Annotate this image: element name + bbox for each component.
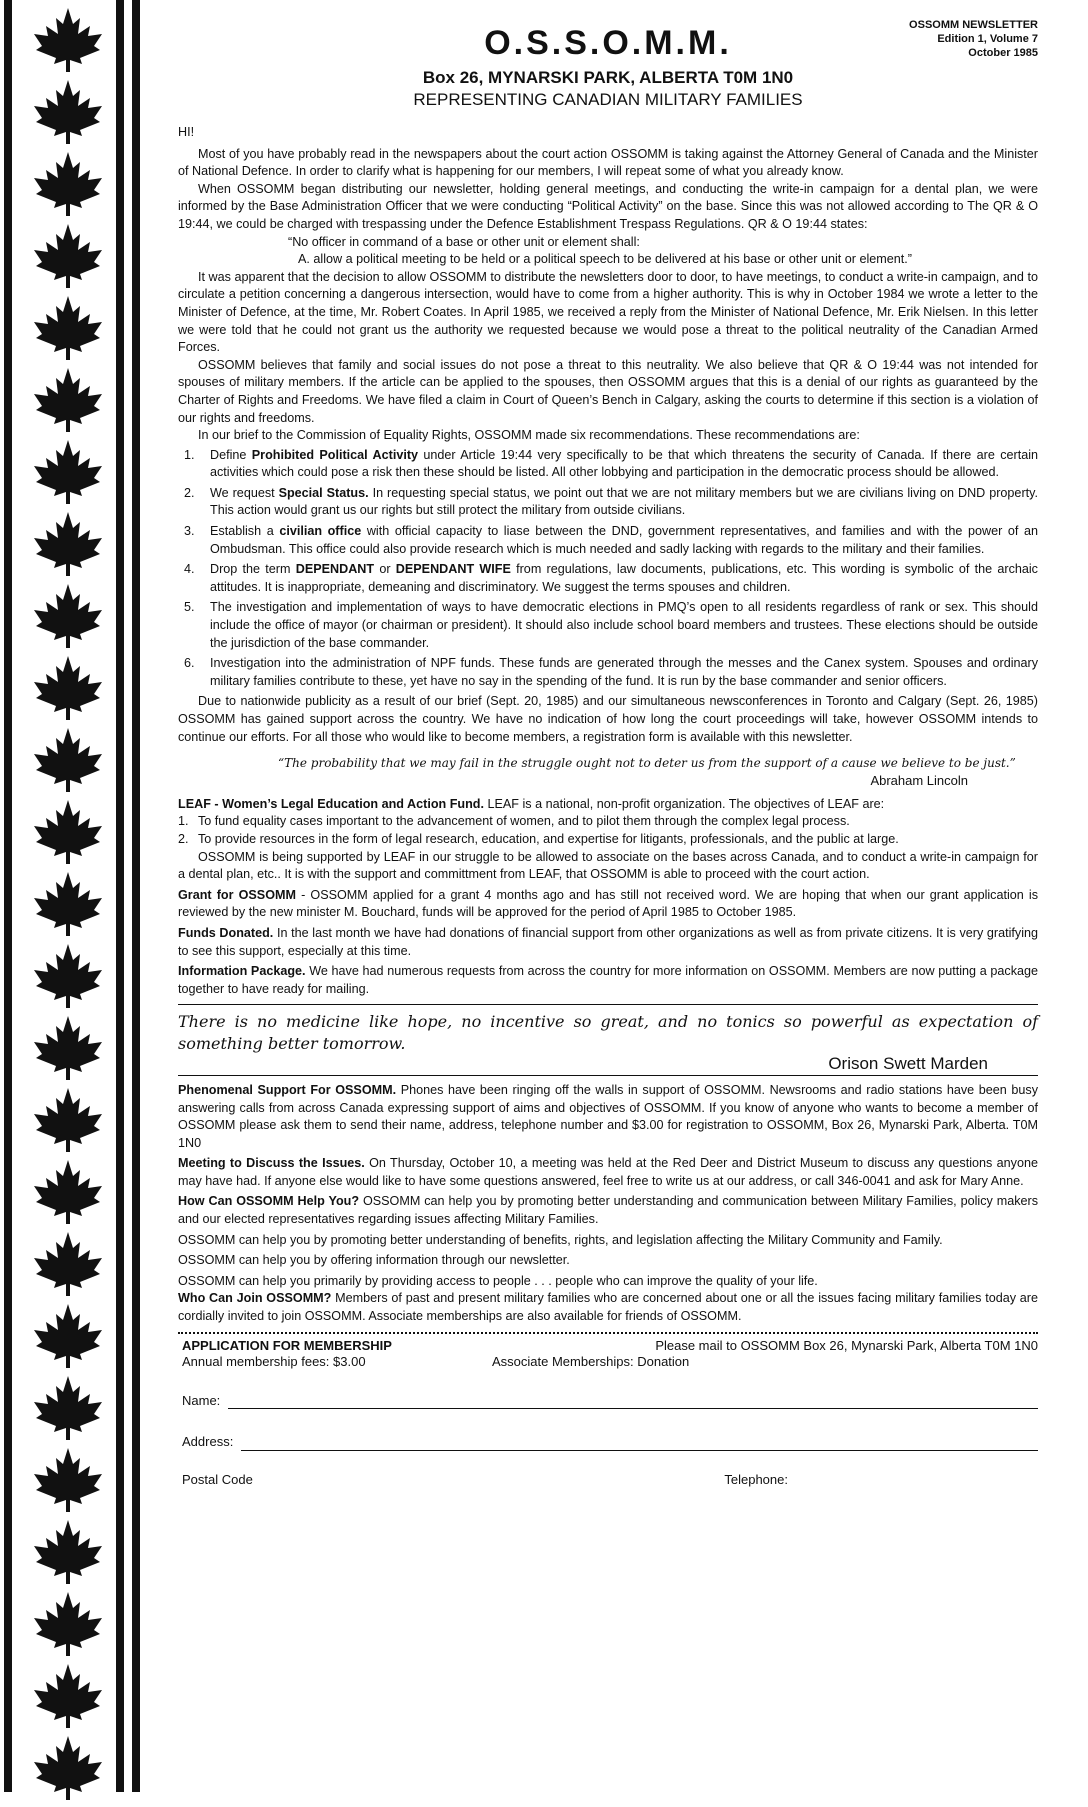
maple-leaf-border xyxy=(0,0,160,1792)
maple-leaf-icon xyxy=(28,582,108,650)
maple-leaf-icon xyxy=(28,510,108,578)
name-input-line[interactable] xyxy=(228,1394,1038,1409)
intro-paragraph-3: It was apparent that the decision to allow OSSOMM to distribute the newsletters door to door, to have meetings, to conduct a write-in campaign, and to circulate a petition concerning a dangerous intersection, would have to come from a higher authority. This is why in October 1984 we wrote a letter to the Minister of Defence, at the time, Mr. Robert Coates. In April 1985, we received a reply from the Minister of National Defence, Mr. Erik Nielsen. In this letter we were told that he could not grant us the authority we requested because we would pose a threat to the political neutrality of the Canadian Armed Forces. xyxy=(178,269,1038,355)
maple-leaf-icon xyxy=(28,1374,108,1442)
maple-leaf-icon xyxy=(28,1014,108,1082)
maple-leaf-icon xyxy=(28,150,108,218)
border-bar-right xyxy=(132,0,140,1792)
leaf-intro xyxy=(178,796,1038,814)
recommendation-text: from regulations, law documents, publications, etc. This wording is symbolic of the archaic attitudes. It is inappropriate, demeaning and discriminatory. We suggest the terms spouses and children. xyxy=(210,562,1038,594)
join-heading: Who Can Join OSSOMM? xyxy=(178,1291,332,1306)
lincoln-attribution: Abraham Lincoln xyxy=(870,773,968,789)
masthead-subtitle: REPRESENTING CANADIAN MILITARY FAMILIES xyxy=(413,90,803,109)
maple-leaf-icon xyxy=(28,1158,108,1226)
application-title: APPLICATION FOR MEMBERSHIP xyxy=(182,1337,392,1353)
recommendation-item xyxy=(178,599,1038,652)
telephone-label[interactable]: Telephone: xyxy=(724,1471,788,1487)
address-field[interactable] xyxy=(178,1433,1038,1451)
grant-paragraph xyxy=(178,887,1038,922)
application-fees-row xyxy=(178,1354,1038,1370)
recommendation-text: or xyxy=(374,562,396,577)
leaf-objective-number: 2. xyxy=(178,831,189,846)
maple-leaf-icon xyxy=(28,726,108,794)
maple-leaf-icon xyxy=(28,366,108,434)
publicity-paragraph: Due to nationwide publicity as a result of our brief (Sept. 20, 1985) and our simultaneous newsconferences in Toronto and Calgary (Sept. 26, 1985) OSSOMM has gained support across the country. We have no indication of how long the court proceedings will take, however OSSOMM intends to continue our efforts. For all those who would like to become members, a registration form is available with this newsletter. xyxy=(178,694,1038,744)
recommendation-item xyxy=(178,447,1038,482)
marden-attribution: Orison Swett Marden xyxy=(828,1054,988,1074)
intro-paragraph-1: Most of you have probably read in the newspapers about the court action OSSOMM is taking against the Attorney General of Canada and the Minister of National Defence. In order to clarify what is happening for our members, I will repeat some of what you already know. xyxy=(178,146,1038,179)
recommendation-item xyxy=(178,485,1038,520)
lincoln-quote: “The probability that we may fail in the struggle ought not to deter us from the support of a cause we believe to be just.” xyxy=(278,756,1016,771)
greeting: HI! xyxy=(178,125,195,139)
help-paragraph-3: OSSOMM can help you by offering information through our newsletter. xyxy=(178,1253,570,1268)
maple-leaf-icon xyxy=(28,1230,108,1298)
recommendation-item xyxy=(178,561,1038,596)
recommendation-text: Establish a xyxy=(210,524,280,539)
leaf-support-paragraph: OSSOMM is being supported by LEAF in our struggle to be allowed to associate on the bases across Canada, and to conduct a write-in campaign for a dental plan, etc.. It is with the support and committment from LEAF, that OSSOMM is able to proceed with the court action. xyxy=(178,849,1038,882)
phenomenal-heading: Phenomenal Support For OSSOMM. xyxy=(178,1082,397,1097)
help-paragraph-2: OSSOMM can help you by promoting better understanding of benefits, rights, and legislation affecting the Military Community and Family. xyxy=(178,1232,943,1247)
join-paragraph xyxy=(178,1290,1038,1325)
name-label: Name: xyxy=(182,1392,221,1408)
maple-leaf-icon xyxy=(28,798,108,866)
funds-text: In the last month we have had donations of financial support from other organizations as well as from private citizens. It is very gratifying to see this support, especially at this time. xyxy=(178,925,1038,958)
border-bar-left xyxy=(4,0,12,1792)
phenomenal-paragraph xyxy=(178,1082,1038,1152)
recommendation-text: Drop the term xyxy=(210,562,296,577)
membership-application xyxy=(178,1338,1038,1489)
help-paragraph xyxy=(178,1193,1038,1228)
maple-leaf-icon xyxy=(28,654,108,722)
edition-line-1: OSSOMM NEWSLETTER xyxy=(909,19,1038,31)
maple-leaf-icon xyxy=(28,1518,108,1586)
recommendation-text: with official capacity to liase between the DND, government representatives, and families and with the power of an Ombudsman. This office could also provide research which is much needed and sadly lacking with regards to the military and their families. xyxy=(210,524,1038,556)
meeting-paragraph xyxy=(178,1155,1038,1190)
grant-text: - OSSOMM applied for a grant 4 months ago and has still not received word. We are hoping that when our grant application is reviewed by the new minister M. Bouchard, funds will be approved for the period of April 1985 to October 1985. xyxy=(178,887,1038,920)
name-field[interactable] xyxy=(178,1392,1038,1410)
recommendation-number: 4. xyxy=(184,562,195,577)
leaf-objective-item xyxy=(178,813,1038,831)
section-divider xyxy=(178,1004,1038,1005)
funds-paragraph xyxy=(178,925,1038,960)
recommendation-text: We request xyxy=(210,485,279,500)
recommendation-number: 1. xyxy=(184,447,195,462)
recommendation-item xyxy=(178,655,1038,690)
intro-paragraph-2: When OSSOMM began distributing our newsletter, holding general meetings, and conducting the write-in campaign for a dental plan, we were informed by the Base Administration Officer that we were conducting “Political Activity” on the base. Since this was not allowed according to The QR & O 19:44, we could be charged with trespassing under the Defence Establishment Trespass Regulations. QR & O 19:44 states: xyxy=(178,181,1038,231)
maple-leaf-icon xyxy=(28,1086,108,1154)
phenomenal-text: Phones have been ringing off the walls in support of OSSOMM. Newsrooms and radio stations have been busy answering calls from across Canada expressing support of aims and objectives of OSSOMM. If you know of anyone who wants to become a member of OSSOMM please ask them to send their name, address, telephone number and $3.00 for registration to OSSOMM, Box 26, Mynarski Park, Alberta. T0M 1N0 xyxy=(178,1082,1038,1150)
maple-leaf-icon xyxy=(28,870,108,938)
leaf-objective-number: 1. xyxy=(178,814,189,829)
meeting-heading: Meeting to Discuss the Issues. xyxy=(178,1156,365,1171)
help-paragraph-4: OSSOMM can help you primarily by providing access to people . . . people who can improve the quality of your life. xyxy=(178,1273,818,1288)
regulation-quote-line-2: A. allow a political meeting to be held or a political speech to be delivered at his base or other unit or element.” xyxy=(298,252,912,267)
leaf-objective-text: To provide resources in the form of legal research, education, and expertise for litigants, professionals, and the public at large. xyxy=(198,831,899,846)
address-label: Address: xyxy=(182,1434,234,1450)
leaf-heading: LEAF - Women’s Legal Education and Action Fund. xyxy=(178,796,484,811)
funds-heading: Funds Donated. xyxy=(178,925,274,940)
join-text: Members of past and present military families who are concerned about one or all the issues facing military families today are cordially invited to join OSSOMM. Associate memberships are also available for friends of OSSOMM. xyxy=(178,1291,1039,1324)
info-text: We have had numerous requests from across the country for more information on OSSOMM. Members are now putting a package together to have ready for mailing. xyxy=(178,964,1039,996)
regulation-quote-line-1: “No officer in command of a base or other unit or element shall: xyxy=(288,234,640,249)
grant-heading: Grant for OSSOMM xyxy=(178,887,296,902)
recommendation-bold: DEPENDANT xyxy=(295,562,375,577)
leaf-objective-item xyxy=(178,831,1038,849)
recommendation-bold: civilian office xyxy=(279,524,362,539)
intro-paragraph-4: OSSOMM believes that family and social issues do not pose a threat to this neutrality. We also believe that QR & O 19:44 was not intended for spouses of military members. If the article can be applied to the spouses, then OSSOMM argues that this is a denial of our rights as guaranteed by the Charter of Rights and Freedoms. We have filed a claim in Court of Queen’s Bench in Calgary, asking the courts to determine if this section is a violation of our rights and freedoms. xyxy=(178,357,1038,425)
masthead-address: Box 26, MYNARSKI PARK, ALBERTA T0M 1N0 xyxy=(422,68,794,87)
maple-leaf-icon xyxy=(28,294,108,362)
maple-leaf-icon xyxy=(28,1446,108,1514)
masthead xyxy=(178,14,1038,124)
recommendation-text: Define xyxy=(210,447,252,462)
maple-leaf-icon xyxy=(28,438,108,506)
maple-leaf-icon xyxy=(28,1302,108,1370)
recommendation-item xyxy=(178,523,1038,558)
recommendation-bold: Special Status. xyxy=(278,485,369,500)
leaf-objectives-list xyxy=(178,813,1038,848)
intro-paragraph-5: In our brief to the Commission of Equality Rights, OSSOMM made six recommendations. These recommendations are: xyxy=(198,428,860,443)
info-heading: Information Package. xyxy=(178,964,306,979)
recommendation-text: In requesting special status, we point out that we are not military members but we are civilians living on DND property. This action would grant us our rights but still protect the military from outside civilians. xyxy=(210,485,1038,518)
newsletter-page xyxy=(178,14,1038,1488)
maple-leaf-column xyxy=(28,0,108,1792)
maple-leaf-icon xyxy=(28,942,108,1010)
info-paragraph xyxy=(178,963,1038,998)
recommendation-number: 6. xyxy=(184,656,195,671)
maple-leaf-icon xyxy=(28,6,108,74)
border-bar-inner xyxy=(116,0,124,1792)
maple-leaf-icon xyxy=(28,1590,108,1658)
article-body xyxy=(178,124,1038,1488)
recommendation-text: Investigation into the administration of NPF funds. These funds are generated through the messes and the Canex system. Spouses and ordinary military families contribute to these, yet have no say in the spending of the fund. It is run by the base commander and senior officers. xyxy=(210,656,1038,688)
leaf-text: LEAF is a national, non-profit organization. The objectives of LEAF are: xyxy=(483,796,885,811)
edition-line-3: October 1985 xyxy=(968,47,1038,59)
recommendation-bold: Prohibited Political Activity xyxy=(251,447,419,462)
membership-fees: Annual membership fees: $3.00 xyxy=(182,1353,366,1369)
recommendation-text: The investigation and implementation of ways to have democratic elections in PMQ’s open to all residents regardless of rank or sex. This should include the office of mayor (or chairman or president). It should also include school board members and trustees. These elections should be outside the jurisdiction of the base commander. xyxy=(210,600,1038,650)
associate-memberships: Associate Memberships: Donation xyxy=(492,1353,690,1369)
meeting-text: On Thursday, October 10, a meeting was held at the Red Deer and District Museum to discuss any questions anyone may have had. If anyone else would like to have some questions answered, feel free to write us at our address, or call 346-0041 and ask for Mary Anne. xyxy=(178,1156,1038,1188)
recommendation-number: 5. xyxy=(184,600,195,615)
recommendation-bold: DEPENDANT WIFE xyxy=(395,562,511,577)
edition-line-2: Edition 1, Volume 7 xyxy=(937,33,1038,45)
postal-code-label[interactable]: Postal Code xyxy=(182,1471,253,1487)
help-text: OSSOMM can help you by promoting better understanding and communication between Military Families, policy makers and our elected representatives regarding issues affecting Military Families. xyxy=(178,1194,1038,1227)
recommendations-list xyxy=(178,447,1038,691)
masthead-title: O.S.S.O.M.M. xyxy=(484,24,732,62)
recommendation-number: 2. xyxy=(184,485,195,500)
section-divider xyxy=(178,1075,1038,1076)
edition-info xyxy=(909,18,1038,60)
maple-leaf-icon xyxy=(28,1662,108,1730)
help-heading: How Can OSSOMM Help You? xyxy=(178,1194,360,1209)
dotted-cut-line xyxy=(178,1332,1038,1334)
recommendation-number: 3. xyxy=(184,524,195,539)
marden-quote: There is no medicine like hope, no incentive so great, and no tonics so powerful as expectation of something better tomorrow. xyxy=(178,1012,1038,1054)
application-mail-address: Please mail to OSSOMM Box 26, Mynarski Park, Alberta T0M 1N0 xyxy=(655,1337,1038,1353)
leaf-objective-text: To fund equality cases important to the advancement of women, and to pilot them through the complex legal process. xyxy=(198,814,850,829)
application-header-row xyxy=(178,1338,1038,1354)
recommendation-text: under Article 19:44 very specifically to be that which threatens the security of Canada. If there are certain activities which could pose a risk then these should be listed. All other lobbying and participation in the democratic process should be allowed. xyxy=(210,447,1039,480)
maple-leaf-icon xyxy=(28,222,108,290)
address-input-line[interactable] xyxy=(241,1436,1038,1451)
postal-phone-row xyxy=(178,1471,1038,1489)
maple-leaf-icon xyxy=(28,78,108,146)
